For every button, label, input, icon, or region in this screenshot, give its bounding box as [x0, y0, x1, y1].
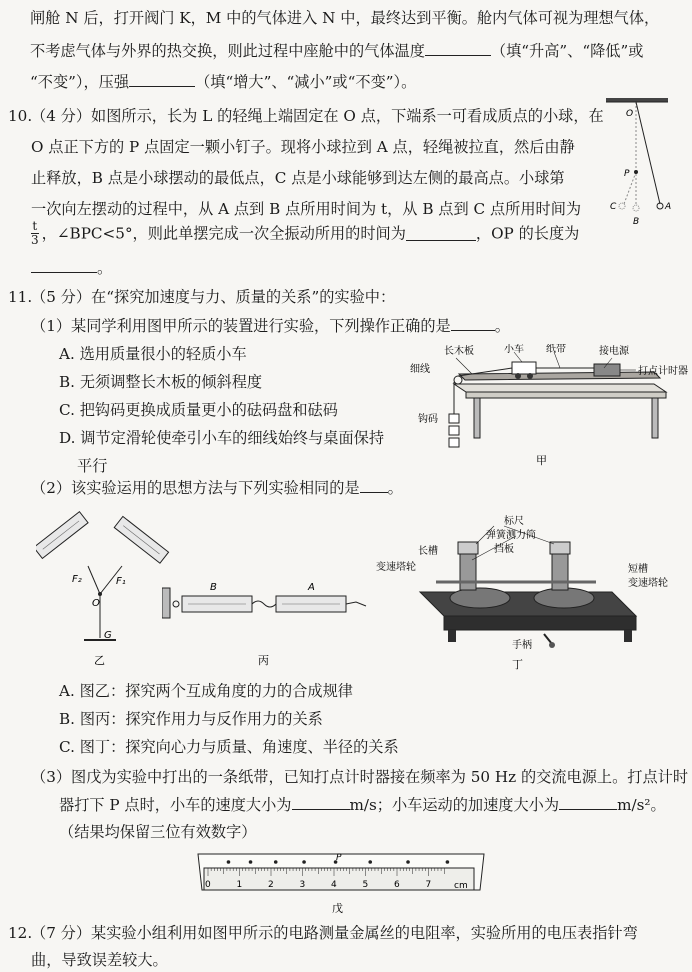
ding-label-gear-left: 变速塔轮	[376, 562, 416, 573]
q11-part1-blank[interactable]	[451, 316, 495, 331]
wu-caption: 戊	[332, 902, 343, 915]
wu-tick-label: 2	[268, 880, 274, 890]
pendulum-label-p: P	[624, 169, 630, 179]
q9-pressure-blank[interactable]	[129, 72, 195, 87]
q10-line-4: 一次向左摆动的过程中，从 A 点到 B 点所用时间为 t，从 B 点到 C 点所用时间为	[31, 200, 582, 218]
q11-part3-line-3: （结果均保留三位有效数字）	[59, 823, 257, 841]
wu-tick-label: 6	[394, 880, 400, 890]
q11-part3-line-1: （3）图戊为实验中打出的一条纸带，已知打点计时器接在频率为 50 Hz 的交流电源上。打点计时	[31, 768, 689, 786]
figure-wu-paper-tape	[196, 846, 486, 918]
pendulum-label-b: B	[633, 217, 640, 227]
jia-label-weights: 钩码	[418, 414, 438, 425]
q11-option-2b: B. 图丙：探究作用力与反作用力的关系	[59, 710, 323, 728]
wu-dot	[227, 860, 231, 864]
yi-label-g: G	[104, 630, 112, 641]
pendulum-label-o: O	[626, 109, 634, 119]
q12-number: 12.	[8, 924, 33, 942]
bing-label-a: A	[308, 582, 315, 593]
q11-number: 11.	[8, 288, 33, 306]
wu-dot	[368, 860, 372, 864]
ding-label-short-groove: 短槽	[628, 564, 648, 575]
q10-line-5: $\frac{t}{3}$ ，∠BPC<5°，则此单摆完成一次全振动所用的时间为 ，OP 的长度为	[31, 219, 580, 247]
q11-part3-line-2: 器打下 P 点时，小车的速度大小为 m/s；小车运动的加速度大小为 m/s²。	[59, 796, 666, 814]
q11-option-1b: B. 无须调整长木板的倾斜程度	[59, 373, 263, 391]
wu-tick-label: 4	[331, 880, 337, 890]
ding-caption: 丁	[512, 658, 523, 671]
yi-label-f1: F₁	[116, 576, 126, 587]
ding-label-scale: 标尺	[504, 516, 524, 527]
jia-label-cart: 小车	[504, 344, 524, 355]
wu-dot	[249, 860, 253, 864]
yi-label-o: O	[92, 598, 100, 609]
q9-line-2: 不考虑气体与外界的热交换，则此过程中座舱中的气体温度 （填“升高”、“降低”或	[30, 42, 644, 60]
figure-ding-centripetal-apparatus	[376, 512, 688, 672]
q10-number: 10.	[8, 107, 33, 125]
wu-tick-label: 1	[236, 880, 243, 890]
bing-caption: 丙	[258, 654, 269, 667]
q11-part2: （2）该实验运用的思想方法与下列实验相同的是 。	[31, 479, 403, 497]
wu-dot	[302, 860, 306, 864]
q10-line-3: 止释放，B 点是小球摆动的最低点，C 点是小球能够到达左侧的最高点。小球第	[31, 169, 565, 187]
q9-line-3: “不变”），压强 （填“增大”、“减小”或“不变”）。	[30, 73, 417, 91]
q11-part1: （1）某同学利用图甲所示的装置进行实验，下列操作正确的是 。	[31, 317, 510, 335]
q12-line-1: （7 分）某实验小组利用如图甲所示的电路测量金属丝的电阻率，实验所用的电压表指针弯	[31, 924, 638, 942]
q12-line-2: 曲，导致误差较大。	[31, 951, 168, 969]
ding-label-long-groove: 长槽	[418, 546, 438, 557]
q11-velocity-blank[interactable]	[292, 795, 350, 810]
jia-label-tape: 纸带	[546, 344, 566, 355]
jia-label-power: 接电源	[599, 346, 629, 357]
q11-heading: （5 分）在“探究加速度与力、质量的关系”的实验中：	[31, 288, 396, 306]
wu-dot	[274, 860, 278, 864]
q10-period-blank[interactable]	[406, 226, 476, 241]
q11-part2-blank[interactable]	[360, 478, 388, 493]
bing-label-b: B	[210, 582, 217, 593]
q11-option-1c: C. 把钩码更换成质量更小的砝码盘和砝码	[59, 401, 338, 419]
wu-label-p: P	[336, 853, 342, 863]
jia-label-timer: 打点计时器	[638, 366, 688, 377]
q11-option-1d: D. 调节定滑轮使牵引小车的细线始终与桌面保持	[59, 429, 385, 447]
ding-label-spring-cylinder: 弹簧测力筒	[486, 530, 536, 541]
wu-tick-label: 0	[205, 880, 211, 890]
wu-unit: cm	[454, 881, 468, 891]
wu-dot	[446, 860, 450, 864]
ding-label-handle: 手柄	[512, 640, 532, 651]
wu-tick-label: 3	[299, 880, 306, 890]
pendulum-label-a: A	[665, 202, 672, 212]
q10-op-length-blank[interactable]	[31, 258, 97, 273]
q10-line-1: （4 分）如图所示，长为 L 的轻绳上端固定在 O 点，下端系一可看成质点的小球，在	[31, 107, 604, 125]
ding-label-baffle: 挡板	[494, 544, 514, 555]
wu-tick-label: 5	[362, 880, 369, 890]
yi-caption: 乙	[94, 654, 105, 667]
figure-jia-cart-apparatus	[404, 344, 690, 468]
jia-label-board: 长木板	[444, 346, 474, 357]
pendulum-figure	[600, 96, 680, 236]
jia-caption: 甲	[536, 454, 547, 467]
figure-bing-spring-scales	[162, 560, 376, 672]
q11-option-1a: A. 选用质量很小的轻质小车	[59, 345, 247, 363]
figure-yi-force-composition	[36, 510, 170, 670]
q10-line-2: O 点正下方的 P 点固定一颗小钉子。现将小球拉到 A 点，轻绳被拉直，然后由静	[31, 138, 575, 156]
q11-option-1d-cont: 平行	[77, 457, 108, 475]
wu-dot	[406, 860, 410, 864]
q11-option-2a: A. 图乙：探究两个互成角度的力的合成规律	[59, 682, 353, 700]
q11-acceleration-blank[interactable]	[559, 795, 617, 810]
q11-option-2c: C. 图丁：探究向心力与质量、角速度、半径的关系	[59, 738, 399, 756]
pendulum-label-c: C	[610, 202, 617, 212]
q9-temperature-blank[interactable]	[425, 41, 491, 56]
yi-label-f2: F₂	[72, 574, 82, 585]
jia-label-string: 细线	[410, 364, 430, 375]
wu-tick-label: 7	[425, 880, 432, 890]
q10-line-6: 。	[31, 258, 112, 278]
q10-fraction: $\frac{t}{3}$	[31, 219, 39, 247]
q9-line-1: 闸舱 N 后，打开阀门 K，M 中的气体进入 N 中，最终达到平衡。舱内气体可视为理想气体，	[30, 9, 660, 27]
ding-label-gear-right: 变速塔轮	[628, 578, 668, 589]
